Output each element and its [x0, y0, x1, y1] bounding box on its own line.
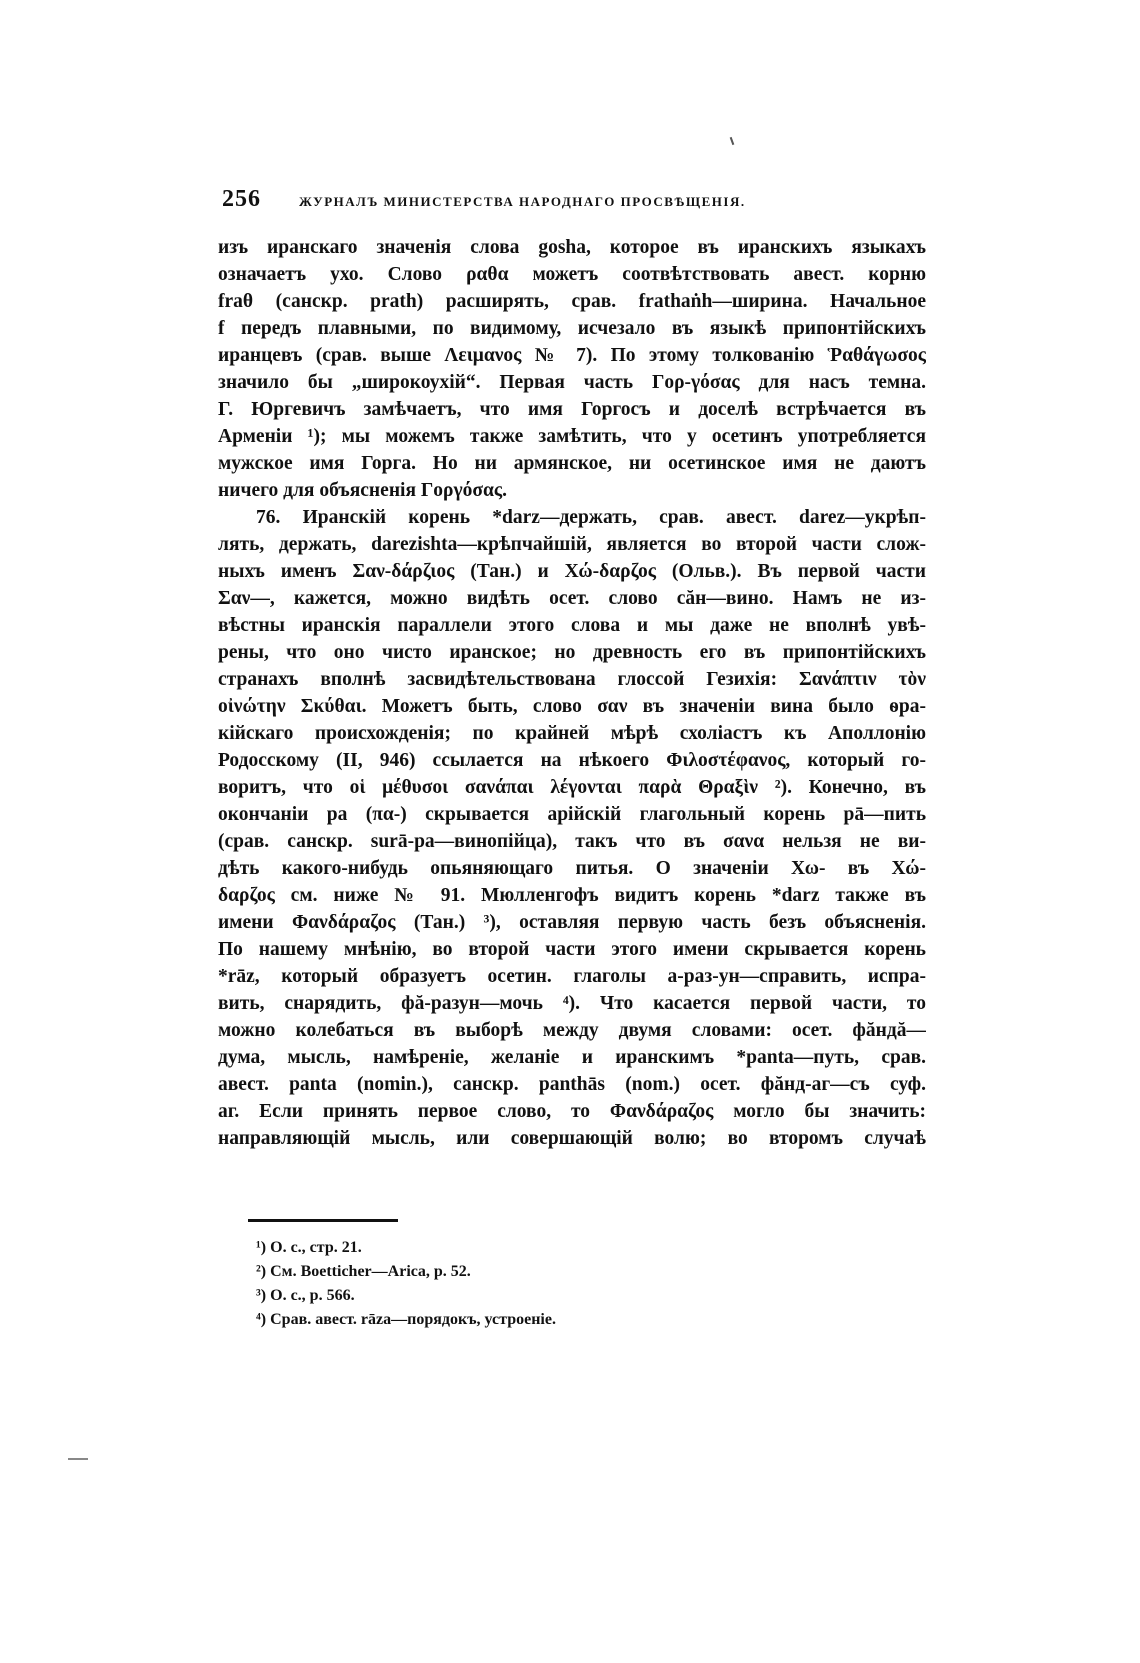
stray-mark — [730, 137, 735, 145]
text-line: Родосскому (II, 946) ссылается на нѣкоего Φιλοστέφανος, который го- — [218, 750, 926, 771]
footnote-mark: ¹) — [256, 1239, 267, 1256]
page-header — [222, 186, 822, 220]
text-line: лять, держать, darezishta—крѣпчайшій, является во второй части слож- — [218, 534, 926, 555]
text-line: иранцевъ (срав. выше Λειμανος № 7). По этому толкованію Ῥαθάγωσος — [218, 345, 926, 366]
footnote — [256, 1284, 756, 1308]
text-line: дума, мысль, намѣреніе, желаніе и иранскимъ *panta—путь, срав. — [218, 1047, 926, 1068]
footnote-mark: ³) — [256, 1287, 267, 1304]
footnote — [256, 1308, 756, 1332]
text-line: аг. Если принять первое слово, то Φανδάραζος могло бы значить: — [218, 1101, 926, 1122]
text-line: ничего для объясненія Γοργόσας. — [218, 480, 507, 501]
running-title: ЖУРНАЛЪ МИНИСТЕРСТВА НАРОДНАГО ПРОСВѢЩЕНІЯ. — [299, 194, 746, 209]
footnote-text: O. c., p. 566. — [270, 1287, 355, 1304]
text-line: дѣть какого-нибудь опьяняющаго питья. О значеніи Χω- въ Χώ- — [218, 858, 926, 879]
text-line: вить, снарядить, фă-разун—мочь ⁴). Что касается первой части, то — [218, 993, 926, 1014]
text-line: οἰνώτην Σκύθαι. Можетъ быть, слово σαν въ значеніи вина было ѳра- — [218, 696, 926, 717]
footnote — [256, 1260, 756, 1284]
text-line: воритъ, что οἱ μέθυσοι σανάπαι λέγονται παρὰ Θραξὶν ²). Конечно, въ — [218, 777, 926, 798]
footnote — [256, 1236, 756, 1260]
text-line: означаетъ ухо. Слово ραθα можетъ соотвѣтствовать авест. корню — [218, 264, 926, 285]
text-line: окончаніи pa (πα-) скрывается арійскій глагольный корень pā—пить — [218, 804, 926, 825]
text-line: Арменіи ¹); мы можемъ также замѣтить, что у осетинъ употребляется — [218, 426, 926, 447]
text-line: можно колебаться въ выборѣ между двумя словами: осет. фăндă— — [218, 1020, 926, 1041]
margin-mark — [68, 1458, 88, 1460]
text-line: авест. panta (nomin.), санскр. panthās (nom.) осет. фăнд-аг—съ суф. — [218, 1074, 926, 1095]
page-number: 256 — [222, 186, 261, 212]
footnote-text: O. c., стр. 21. — [270, 1239, 362, 1256]
paragraph-start-line: 76. Иранскій корень *darz—держать, срав. авест. darez—укрѣп- — [256, 507, 926, 528]
text-line: *rāz, который образуетъ осетин. глаголы а-раз-ун—справить, испра- — [218, 966, 926, 987]
footnotes — [256, 1236, 756, 1332]
text-line: имени Φανδάραζος (Тан.) ³), оставляя первую часть безъ объясненія. — [218, 912, 926, 933]
text-line: (срав. санскр. surā-pa—винопійца), такъ что въ σανα нельзя не ви- — [218, 831, 926, 852]
footnote-divider — [248, 1219, 398, 1222]
footnote-mark: ²) — [256, 1263, 267, 1280]
footnote-mark: ⁴) — [256, 1311, 267, 1328]
text-line: ныхъ именъ Σαν-δάρζιος (Тан.) и Χώ-δαρζος (Ольв.). Въ первой части — [218, 561, 926, 582]
text-line: fraθ (санскр. prath) расширять, срав. frathaṅh—ширина. Начальное — [218, 291, 926, 312]
text-line: Σαν—, кажется, можно видѣть осет. слово сăн—вино. Намъ не из- — [218, 588, 926, 609]
text-line: мужское имя Горга. Но ни армянское, ни осетинское имя не даютъ — [218, 453, 926, 474]
text-line: По нашему мнѣнію, во второй части этого имени скрывается корень — [218, 939, 926, 960]
text-line: δαρζος см. ниже № 91. Мюлленгофъ видитъ корень *darz также въ — [218, 885, 926, 906]
text-line: странахъ вполнѣ засвидѣтельствована глоссой Гезихія: Σανάπτιν τὸν — [218, 669, 926, 690]
footnote-text: См. Boetticher—Arica, p. 52. — [270, 1263, 471, 1280]
text-line: рены, что оно чисто иранское; но древность его въ припонтійскихъ — [218, 642, 926, 663]
text-line: изъ иранскаго значенія слова gosha, которое въ иранскихъ языкахъ — [218, 237, 926, 258]
footnote-text: Срав. авест. rāza—порядокъ, устроеніе. — [270, 1311, 556, 1328]
text-line: вѣстны иранскія параллели этого слова и мы даже не вполнѣ увѣ- — [218, 615, 926, 636]
body-text — [218, 234, 926, 1152]
text-line: кійскаго происхожденія; по крайней мѣрѣ схоліастъ къ Аполлонію — [218, 723, 926, 744]
text-line: Г. Юргевичъ замѣчаетъ, что имя Горгосъ и доселѣ встрѣчается въ — [218, 399, 926, 420]
text-line: направляющій мысль, или совершающій волю; во второмъ случаѣ — [218, 1128, 926, 1149]
text-line: f передъ плавными, по видимому, исчезало въ языкѣ припонтійскихъ — [218, 318, 926, 339]
text-line: значило бы „широкоухій“. Первая часть Γορ-γόσας для насъ темна. — [218, 372, 926, 393]
